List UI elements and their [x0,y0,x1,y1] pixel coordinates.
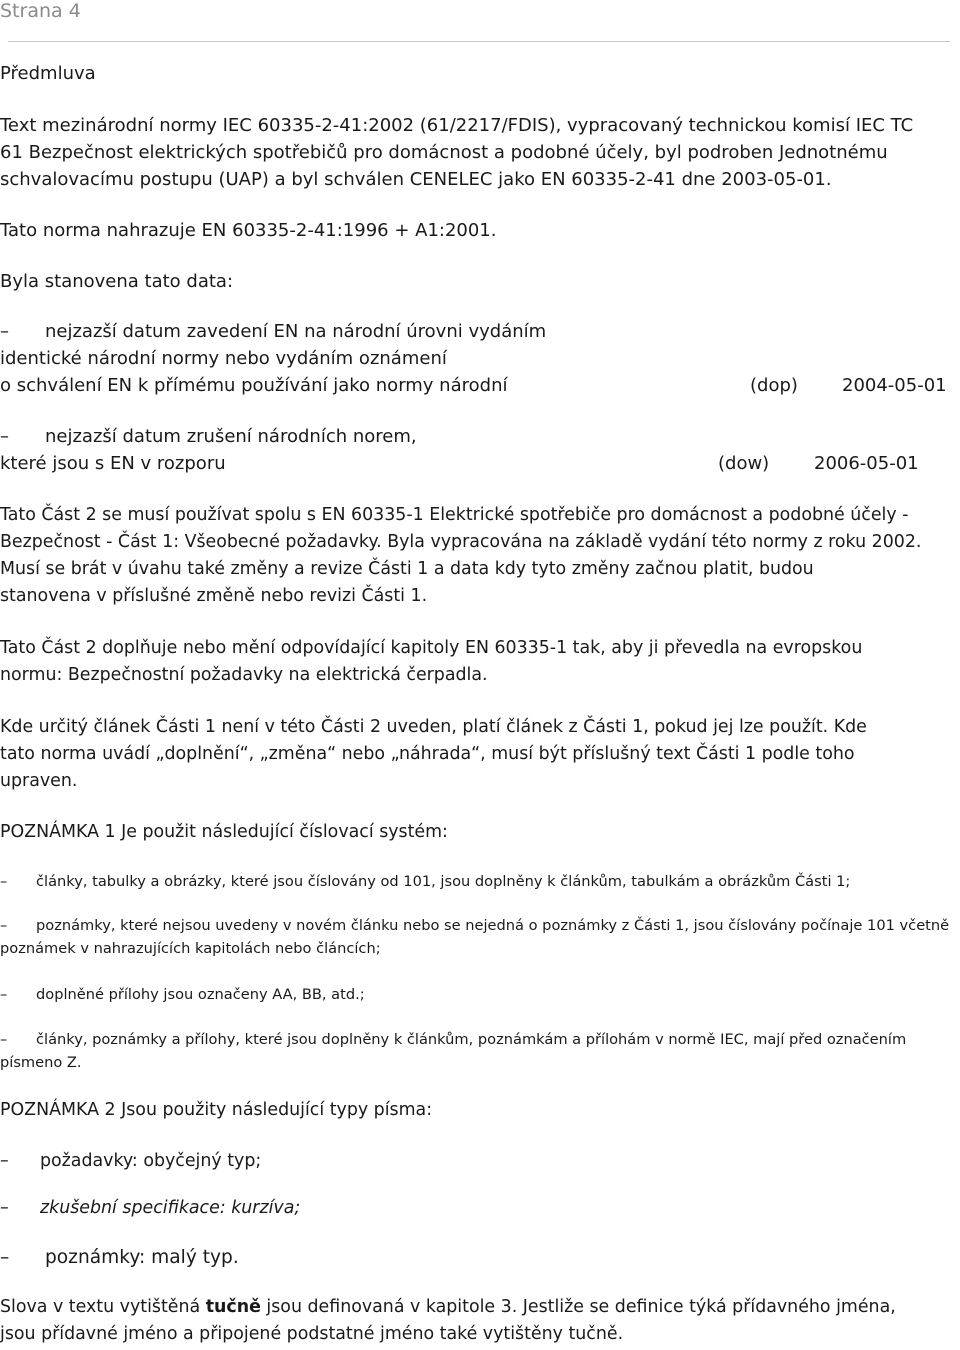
text-line [0,1294,960,1321]
note2-title: POZNÁMKA 2 Jsou použity následující typy písma: [0,1100,433,1120]
text-line [0,870,960,893]
note2-item [0,1244,239,1271]
dash-bullet: – [0,1031,8,1048]
text-line: Musí se brát v úvahu také změny a revize Části 1 a data kdy tyto změny začnou platit, budou [0,559,814,579]
text-line: poznámek v nahrazujících kapitolách nebo článcích; [0,940,381,957]
dates-intro: Byla stanovena tato data: [0,271,234,292]
text-line [0,1028,960,1051]
supplements-paragraph [0,635,960,689]
date-label: o schválení EN k přímému používání jako normy národní [0,375,508,396]
text-line: schvalovacímu postupu (UAP) a byl schválen CENELEC jako EN 60335-2-41 dne 2003-05-01. [0,169,832,190]
item-text: poznámky, které nejsou uvedeny v novém článku nebo se nejedná o poznámky z Části 1, jsou číslovány počínaje 101 včetně [36,917,950,934]
text-line: Text mezinárodní normy IEC 60335-2-41:2002 (61/2217/FDIS), vypracovaný technickou komisí IEC TC [0,115,914,136]
text-segment: Slova v textu vytištěná [0,1297,206,1317]
text-line [0,983,960,1006]
clause-paragraph [0,714,960,795]
text-line [0,423,960,450]
dash-bullet: – [0,1151,9,1171]
item-text: požadavky: obyčejný typ; [40,1151,262,1171]
note2-item [0,1195,300,1222]
text-line [0,914,960,937]
page-number-label: Strana 4 [0,0,81,22]
text-line [0,372,960,399]
text-line [0,450,960,477]
item-text: zkušební specifikace: kurzíva; [40,1198,301,1218]
text-line: Tato Část 2 doplňuje nebo mění odpovídající kapitoly EN 60335-1 tak, aby ji převedla na evropskou [0,638,863,658]
text-line: stanovena v příslušné změně nebo revizi Části 1. [0,586,428,606]
note1-item [0,914,960,960]
date-code: (dow) [718,453,770,474]
bold-word: tučně [205,1297,261,1317]
part2-paragraph [0,502,960,610]
text-line: Tato Část 2 se musí používat spolu s EN 60335-1 Elektrické spotřebiče pro domácnost a podobné účely - [0,505,909,525]
dash-bullet: – [0,986,8,1003]
date-value: 2004-05-01 [842,375,947,396]
note1-item [0,983,960,1006]
date-entry-dow [0,423,960,477]
note2-item [0,1148,261,1175]
section-title: Předmluva [0,63,96,84]
dash-bullet: – [0,1247,10,1268]
text-line: jsou přídavné jméno a připojené podstatné jméno také vytištěny tučně. [0,1324,624,1344]
item-text: poznámky: malý typ. [45,1247,239,1268]
dash-bullet: – [0,426,9,447]
dash-bullet: – [0,321,9,342]
text-line: identické národní normy nebo vydáním oznámení [0,348,447,369]
text-line: Kde určitý článek Části 1 není v této Části 2 uveden, platí článek z Části 1, pokud jej lze použít. Kde [0,717,867,737]
date-code: (dop) [750,375,798,396]
text-segment: jsou definovaná v kapitole 3. Jestliže se definice týká přídavného jména, [260,1297,896,1317]
date-label: nejzazší datum zrušení národních norem, [45,426,417,447]
text-line: písmeno Z. [0,1054,82,1071]
intro-paragraph [0,112,960,193]
text-line: 61 Bezpečnost elektrických spotřebičů pro domácnost a podobné účely, byl podroben Jednotnému [0,142,888,163]
header-divider [8,41,950,42]
item-text: doplněné přílohy jsou označeny AA, BB, atd.; [36,986,365,1003]
item-text: články, poznámky a přílohy, které jsou doplněny k článkům, poznámkám a přílohám v normě IEC, mají před označením [36,1031,907,1048]
text-line: normu: Bezpečnostní požadavky na elektrická čerpadla. [0,665,488,685]
date-label: nejzazší datum zavedení EN na národní úrovni vydáním [45,321,547,342]
date-entry-dop [0,318,960,399]
date-label: které jsou s EN v rozporu [0,453,226,474]
item-text: články, tabulky a obrázky, které jsou číslovány od 101, jsou doplněny k článkům, tabulkám a obrázkům Části 1; [36,873,851,890]
dash-bullet: – [0,873,8,890]
note1-item [0,870,960,893]
text-line: tato norma uvádí „doplnění“, „změna“ nebo „náhrada“, musí být příslušný text Části 1 podle toho [0,744,855,764]
dash-bullet: – [0,917,8,934]
note1-title: POZNÁMKA 1 Je použit následující číslovací systém: [0,822,448,842]
replaces-paragraph: Tato norma nahrazuje EN 60335-2-41:1996 + A1:2001. [0,220,497,241]
text-line: upraven. [0,771,78,791]
dash-bullet: – [0,1198,9,1218]
text-line: Bezpečnost - Část 1: Všeobecné požadavky. Byla vypracována na základě vydání této normy z roku 2002. [0,532,922,552]
date-value: 2006-05-01 [814,453,919,474]
text-line [0,318,960,345]
bold-definition-paragraph [0,1294,960,1348]
note1-item [0,1028,960,1074]
